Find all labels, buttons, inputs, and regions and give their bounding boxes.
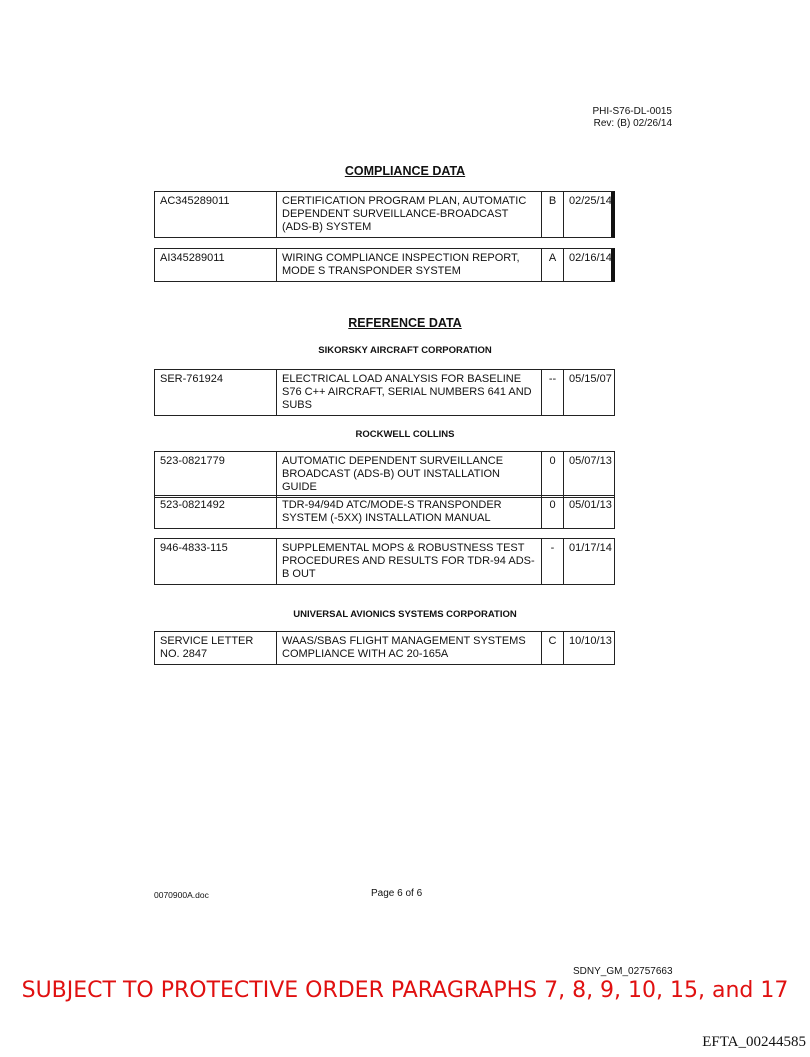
reference-data-title: REFERENCE DATA [348,316,462,330]
doc-number: PHI-S76-DL-0015 [592,106,672,117]
doc-date: 05/15/07 [563,369,615,416]
doc-date: 05/07/13 [563,451,615,498]
doc-description: SUPPLEMENTAL MOPS & ROBUSTNESS TEST PROCEDURES AND RESULTS FOR TDR-94 ADS-B OUT [276,538,541,585]
doc-id: 946-4833-115 [154,538,276,585]
reference-row [154,538,615,585]
doc-revision-code: C [541,631,563,665]
doc-description: CERTIFICATION PROGRAM PLAN, AUTOMATIC DEPENDENT SURVEILLANCE-BROADCAST (ADS-B) SYSTEM [276,191,541,238]
doc-id: 523-0821492 [154,495,276,529]
footer-filename: 0070900A.doc [154,890,209,900]
reference-row [154,451,615,498]
efta-number: EFTA_00244585 [702,1034,806,1050]
compliance-row [154,248,615,282]
protective-order-notice: SUBJECT TO PROTECTIVE ORDER PARAGRAPHS 7, 8, 9, 10, 15, and 17 [21,978,789,1003]
doc-id: SER-761924 [154,369,276,416]
doc-date: 10/10/13 [563,631,615,665]
doc-id: SERVICE LETTER NO. 2847 [154,631,276,665]
doc-description: WIRING COMPLIANCE INSPECTION REPORT, MODE S TRANSPONDER SYSTEM [276,248,541,282]
doc-description: TDR-94/94D ATC/MODE-S TRANSPONDER SYSTEM (-5XX) INSTALLATION MANUAL [276,495,541,529]
doc-revision-code: 0 [541,451,563,498]
doc-revision-code: -- [541,369,563,416]
reference-row [154,631,615,665]
doc-id: AC345289011 [154,191,276,238]
doc-id: AI345289011 [154,248,276,282]
doc-revision-code: - [541,538,563,585]
sikorsky-heading: SIKORSKY AIRCRAFT CORPORATION [318,345,492,356]
doc-date: 05/01/13 [563,495,615,529]
doc-date: 01/17/14 [563,538,615,585]
footer-page-number: Page 6 of 6 [371,888,423,899]
reference-row [154,495,615,529]
doc-date: 02/16/14 [563,248,615,282]
doc-revision-code: B [541,191,563,238]
doc-revision-code: 0 [541,495,563,529]
reference-row [154,369,615,416]
doc-revision: Rev: (B) 02/26/14 [593,118,672,129]
doc-description: AUTOMATIC DEPENDENT SURVEILLANCE BROADCAST (ADS-B) OUT INSTALLATION GUIDE [276,451,541,498]
doc-description: WAAS/SBAS FLIGHT MANAGEMENT SYSTEMS COMPLIANCE WITH AC 20-165A [276,631,541,665]
doc-id: 523-0821779 [154,451,276,498]
doc-revision-code: A [541,248,563,282]
doc-date: 02/25/14 [563,191,615,238]
rockwell-heading: ROCKWELL COLLINS [355,429,455,440]
doc-description: ELECTRICAL LOAD ANALYSIS FOR BASELINE S76 C++ AIRCRAFT, SERIAL NUMBERS 641 AND SUBS [276,369,541,416]
compliance-row [154,191,615,238]
document-header [593,106,672,130]
universal-avionics-heading: UNIVERSAL AVIONICS SYSTEMS CORPORATION [293,609,517,620]
compliance-data-title: COMPLIANCE DATA [344,164,466,178]
bates-number: SDNY_GM_02757663 [573,966,673,977]
